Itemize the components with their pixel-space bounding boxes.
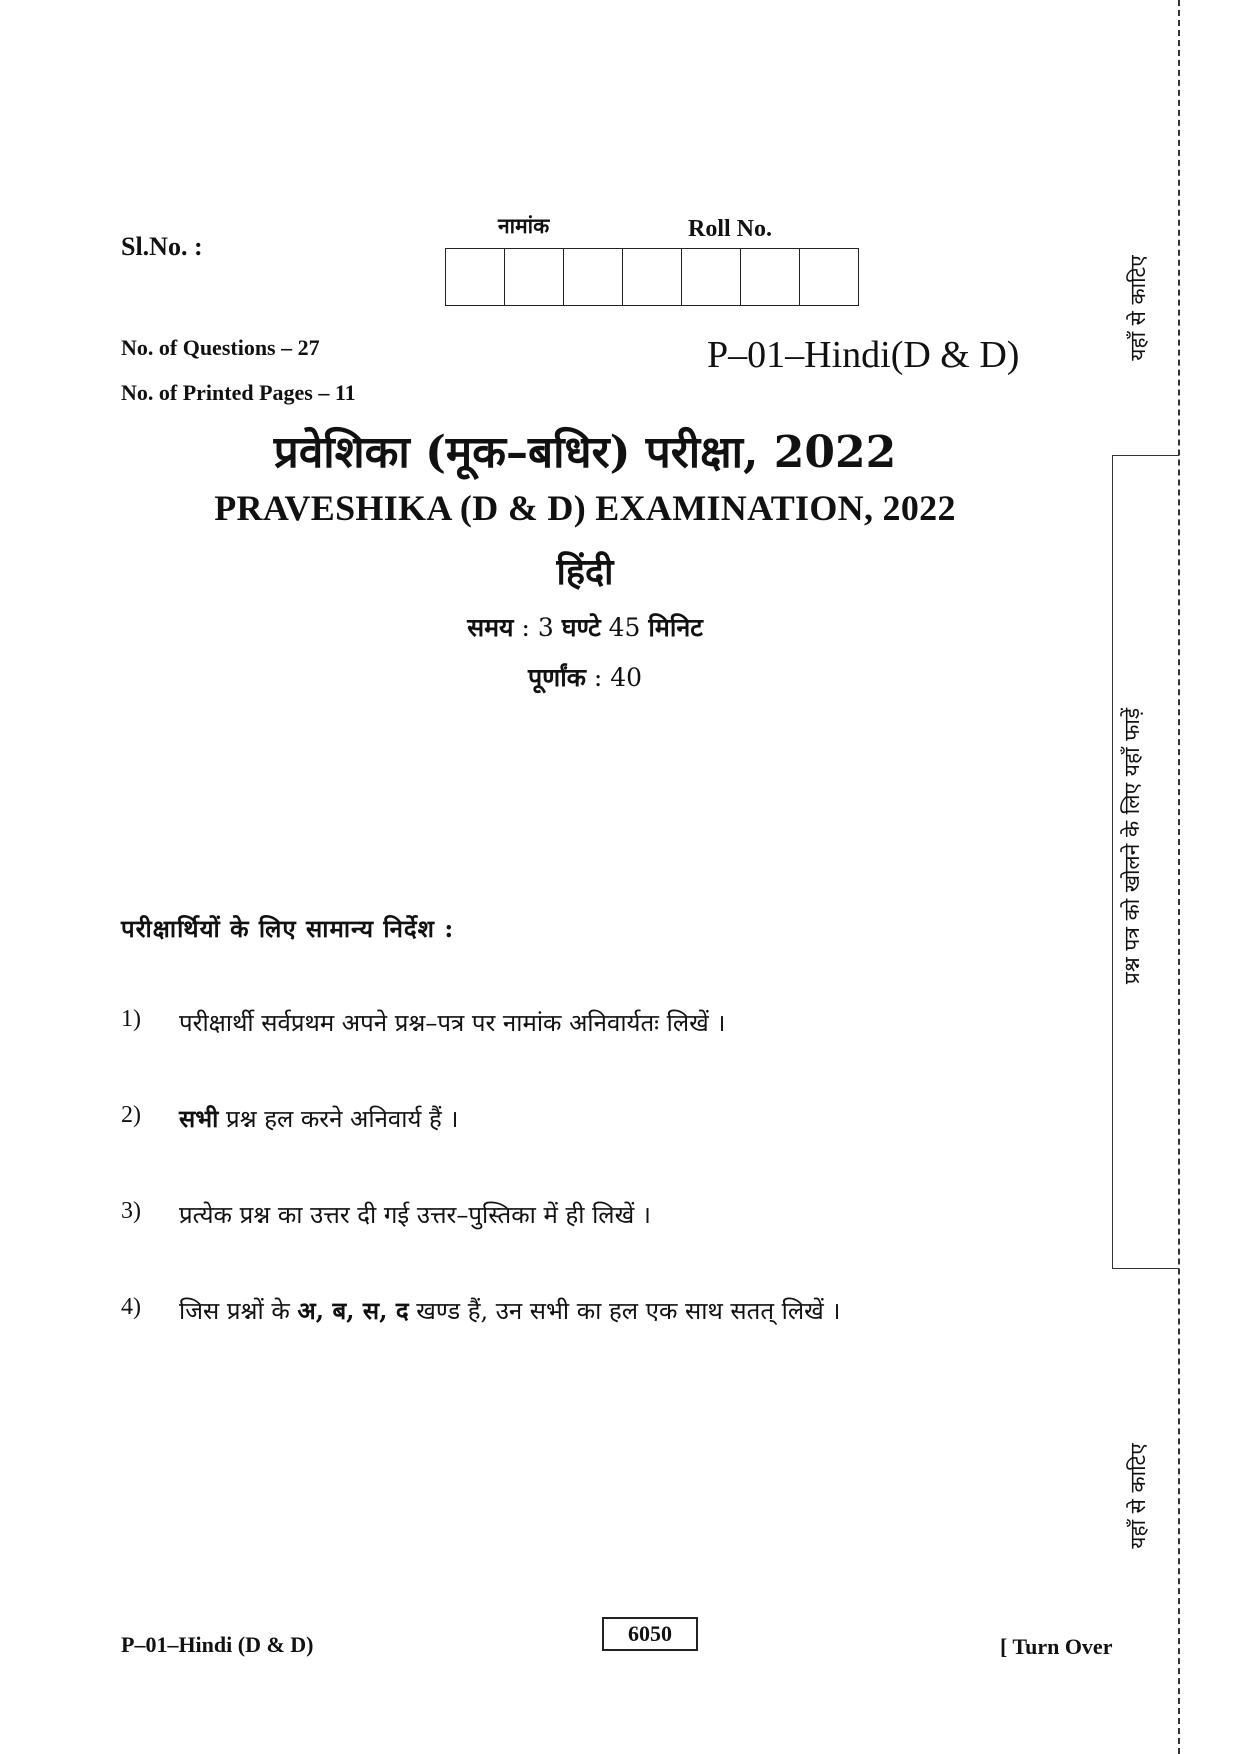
time-hours-word: घण्टे — [561, 613, 601, 642]
footer-paper-code: P–01–Hindi (D & D) — [121, 1632, 314, 1657]
roll-digit-box[interactable] — [800, 249, 858, 305]
instruction-item — [121, 1102, 459, 1135]
instruction-text: खण्ड हैं, उन सभी का हल एक साथ सतत् लिखें । — [408, 1297, 841, 1325]
roll-digit-box[interactable] — [623, 249, 682, 305]
roll-digit-box[interactable] — [682, 249, 741, 305]
instructions-heading: परीक्षार्थियों के लिए सामान्य निर्देश : — [121, 914, 455, 943]
instruction-text: प्रश्न हल करने अनिवार्य हैं । — [218, 1105, 459, 1133]
marks-label: पूर्णांक — [527, 663, 586, 692]
roll-number-label-english: Roll No. — [688, 216, 772, 242]
cut-here-label-bottom: यहाँ से काटिए — [1126, 1443, 1150, 1549]
serial-number-label: Sl.No. : — [121, 232, 203, 261]
instruction-bold-text: अ, ब, स, द — [297, 1296, 409, 1325]
subject-title: हिंदी — [556, 551, 614, 593]
footer-paper-number: 6050 — [602, 1617, 698, 1651]
time-label: समय — [467, 613, 514, 642]
roll-digit-box[interactable] — [741, 249, 800, 305]
instruction-text: प्रत्येक प्रश्न का उत्तर दी गई उत्तर–पुस्तिका में ही लिखें । — [179, 1201, 651, 1229]
instruction-number: 2) — [121, 1102, 141, 1128]
instruction-bold-text: सभी — [179, 1104, 219, 1133]
time-hours: : 3 — [513, 613, 562, 642]
instruction-item — [121, 1294, 840, 1327]
time-minutes: 45 — [600, 613, 649, 642]
roll-number-boxes[interactable] — [445, 248, 859, 306]
max-marks — [0, 660, 1170, 694]
instruction-text: जिस प्रश्नों के — [179, 1297, 298, 1325]
number-of-questions: No. of Questions – 27 — [121, 335, 320, 360]
time-minutes-word: मिनिट — [648, 613, 703, 642]
exam-duration — [0, 610, 1170, 644]
cut-here-label-top: यहाँ से काटिए — [1126, 255, 1150, 361]
instruction-item — [121, 1198, 651, 1231]
turn-over-note: [ Turn Over — [1000, 1634, 1113, 1659]
tear-here-label: प्रश्न पत्र को खोलने के लिए यहाँ फाड़ें — [1120, 707, 1144, 985]
paper-code: P–01–Hindi(D & D) — [707, 334, 1020, 376]
roll-digit-box[interactable] — [446, 249, 505, 305]
exam-title-hindi: प्रवेशिका (मूक–बधिर) परीक्षा, 2022 — [273, 427, 897, 478]
instruction-text: परीक्षार्थी सर्वप्रथम अपने प्रश्न–पत्र पर नामांक अनिवार्यतः लिखें । — [179, 1009, 726, 1037]
marks-value: : 40 — [585, 663, 643, 692]
number-of-printed-pages: No. of Printed Pages – 11 — [121, 380, 356, 405]
instruction-number: 3) — [121, 1198, 141, 1224]
roll-digit-box[interactable] — [564, 249, 623, 305]
roll-number-label-hindi: नामांक — [498, 213, 550, 238]
roll-digit-box[interactable] — [505, 249, 564, 305]
instruction-number: 1) — [121, 1006, 141, 1032]
instruction-item — [121, 1006, 725, 1039]
exam-title-english: PRAVESHIKA (D & D) EXAMINATION, 2022 — [214, 488, 956, 528]
instruction-number: 4) — [121, 1294, 141, 1320]
